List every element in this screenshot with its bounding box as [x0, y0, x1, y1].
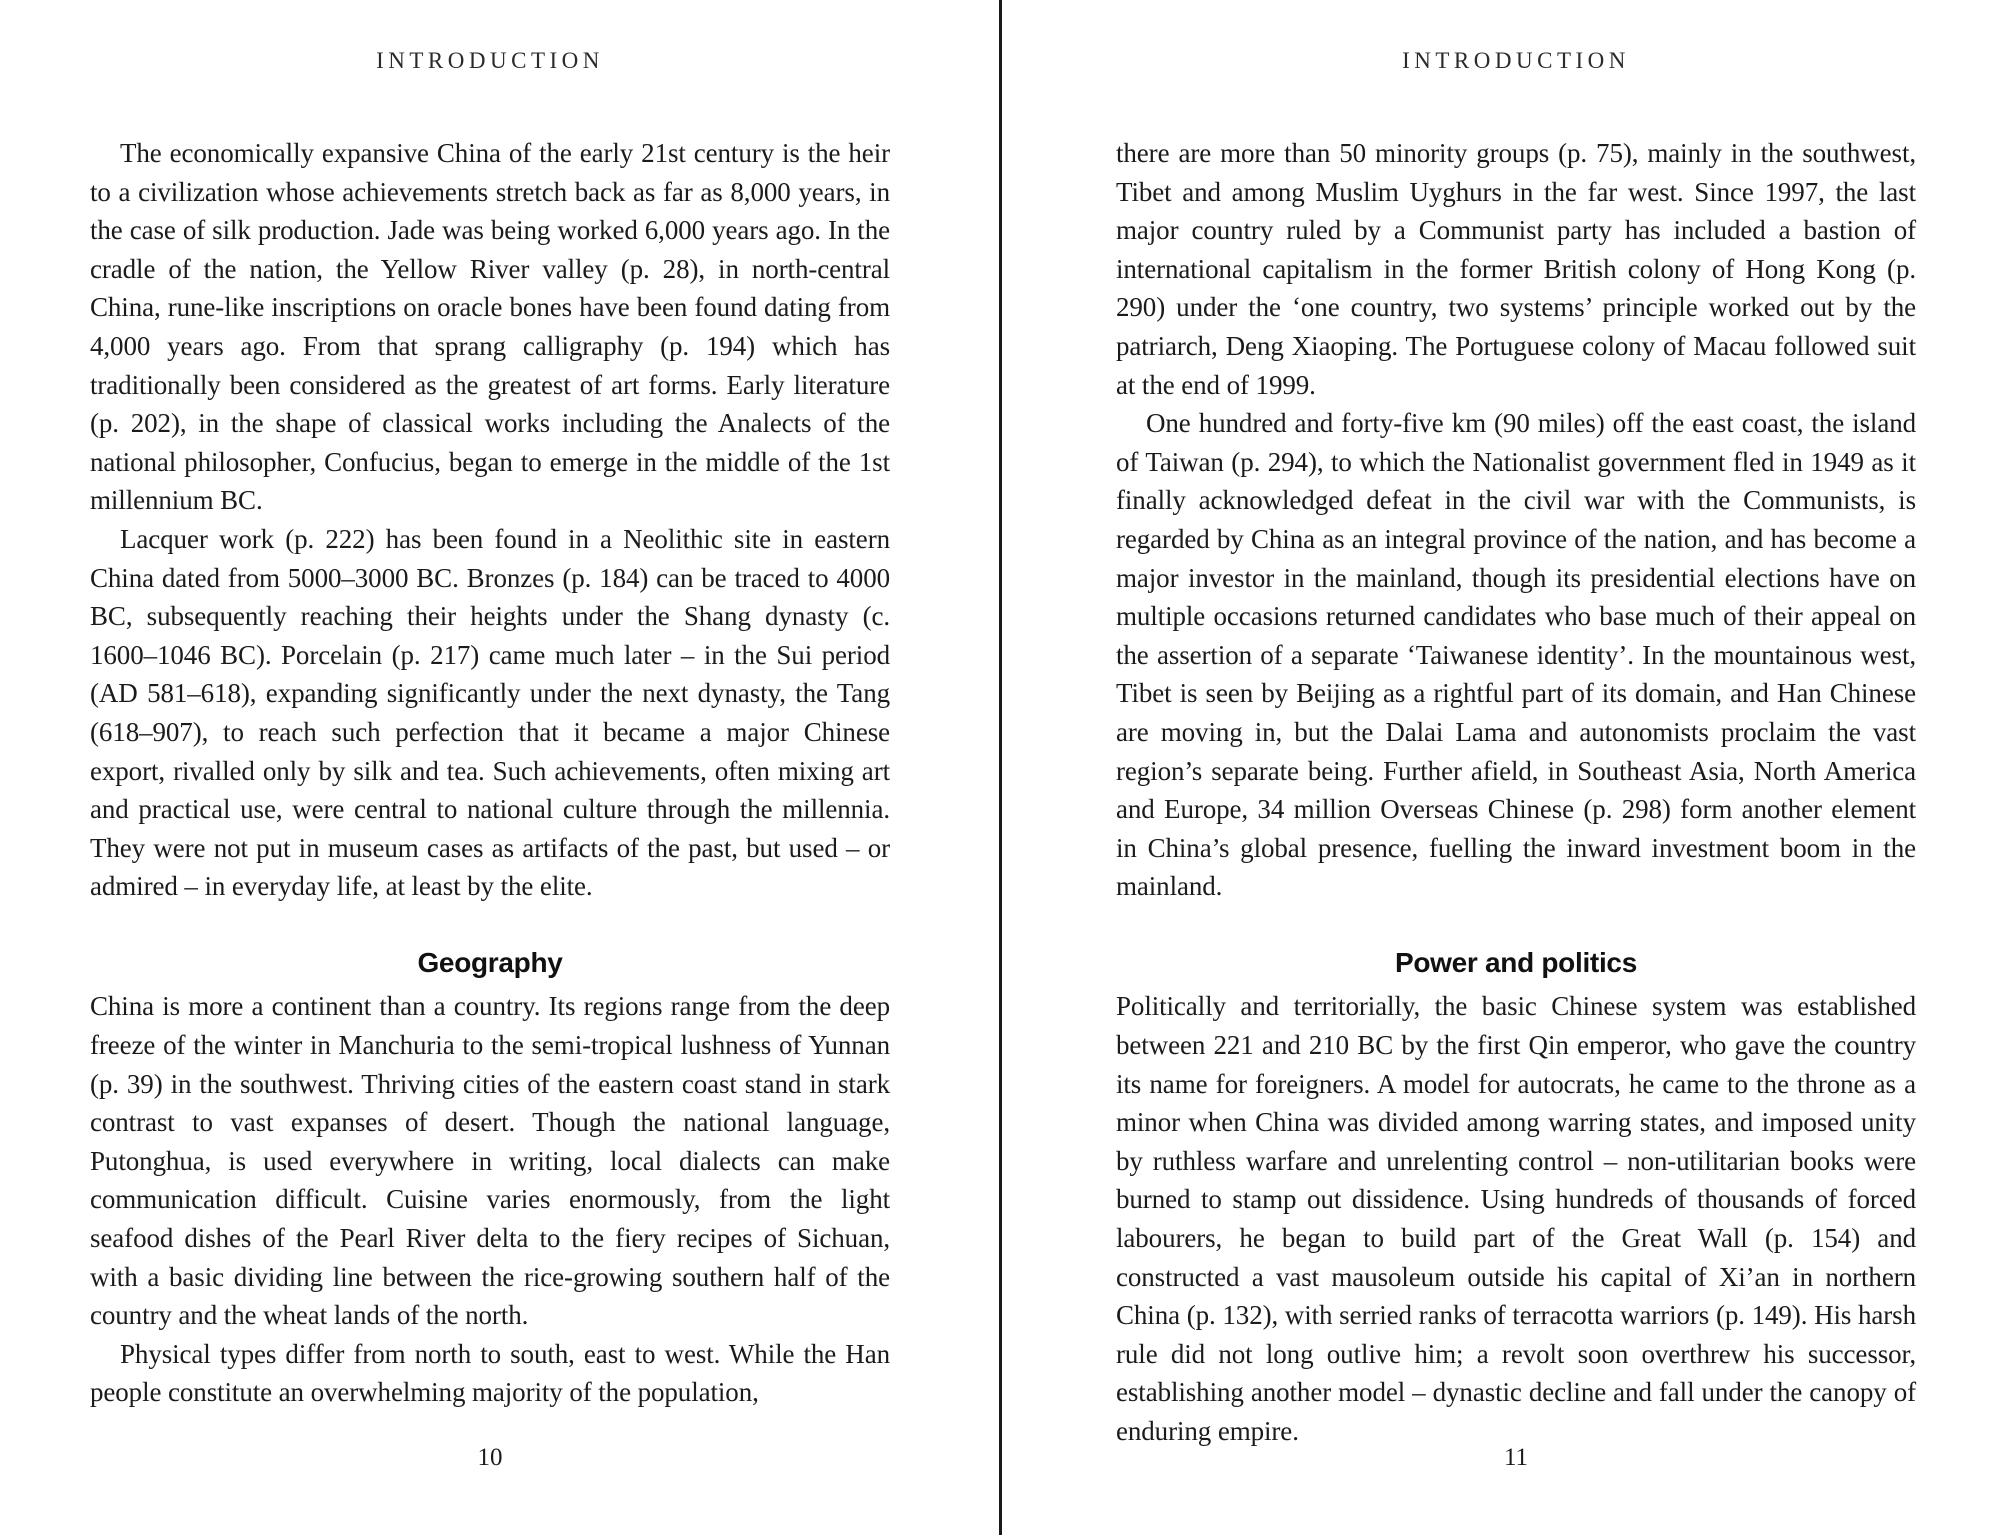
- paragraph-geography: China is more a continent than a country. Its regions range from the deep freeze of the winter in Manchuria to the semi-tropical lushness of Yunnan (p. 39) in the southwest. Thriving cities of the eastern coast stand in stark contrast to vast expanses of desert. Though the national language, Putonghua, is used everywhere in writing, local dialects can make communication difficult. Cuisine varies enormously, from the light seafood dishes of the Pearl River delta to the fiery recipes of Sichuan, with a basic dividing line between the rice-growing southern half of the country and the wheat lands of the north.: [90, 991, 890, 1331]
- section-heading-power-and-politics: Power and politics: [1395, 946, 1637, 978]
- paragraph-lacquer-porcelain: Lacquer work (p. 222) has been found in a Neolithic site in eastern China dated from 5000–3000 BC. Bronzes (p. 184) can be traced to 4000 BC, subsequently reaching their heights under the Shang dynasty (c. 1600–1046 BC). Porcelain (p. 217) came much later – in the Sui period (AD 581–618), expanding significantly under the next dynasty, the Tang (618–907), to reach such perfection that it became a major Chinese export, rivalled only by silk and tea. Such achievements, often mixing art and practical use, were central to national culture through the millennia. They were not put in museum cases as artifacts of the past, but used – or admired – in everyday life, at least by the elite.: [90, 523, 890, 902]
- page-number-right: 11: [1503, 1444, 1529, 1471]
- paragraph-history-achievements: The economically expansive China of the early 21st century is the heir to a civilization whose achievements stretch back as far as 8,000 years, in the case of silk production. Jade was being worked 6,000 years ago. In the cradle of the nation, the Yellow River valley (p. 28), in north-central China, rune-like inscriptions on oracle bones have been found dating from 4,000 years ago. From that sprang calligraphy (p. 194) which has traditionally been considered as the greatest of art forms. Early literature (p. 202), in the shape of classical works including the Analects of the national philosopher, Confucius, began to emerge in the middle of the 1st millennium BC.: [90, 138, 890, 516]
- paragraph-physical-types: Physical types differ from north to south, east to west. While the Han people constitute an overwhelming majority of the population,: [90, 1338, 890, 1408]
- left-text-column: [90, 134, 890, 1412]
- page-divider: [999, 0, 1002, 1535]
- paragraph-minorities-hongkong: there are more than 50 minority groups (p. 75), mainly in the southwest, Tibet and among Muslim Uyghurs in the far west. Since 1997, the last major country ruled by a Communist party has included a bastion of international capitalism in the former British colony of Hong Kong (p. 290) under the ‘one country, two systems’ principle worked out by the patriarch, Deng Xiaoping. The Portuguese colony of Macau followed suit at the end of 1999.: [1116, 138, 1916, 400]
- right-text-column: [1116, 134, 1916, 1451]
- section-heading-geography: Geography: [417, 946, 563, 978]
- running-header-left: INTRODUCTION: [376, 48, 604, 73]
- page-number-left: 10: [477, 1444, 503, 1471]
- running-header-right: INTRODUCTION: [1402, 48, 1630, 73]
- paragraph-taiwan-tibet: One hundred and forty-five km (90 miles) off the east coast, the island of Taiwan (p. 294), to which the Nationalist government fled in 1949 as it finally acknowledged defeat in the civil war with the Communists, is regarded by China as an integral province of the nation, and has become a major investor in the mainland, though its presidential elections have on multiple occasions returned candidates who base much of their appeal on the assertion of a separate ‘Taiwanese identity’. In the mountainous west, Tibet is seen by Beijing as a rightful part of its domain, and Han Chinese are moving in, but the Dalai Lama and autonomists proclaim the vast region’s separate being. Further afield, in Southeast Asia, North America and Europe, 34 million Overseas Chinese (p. 298) form another element in China’s global presence, fuelling the inward investment boom in the mainland.: [1116, 408, 1916, 902]
- paragraph-qin-emperor: Politically and territorially, the basic Chinese system was established between 221 and 210 BC by the first Qin emperor, who gave the country its name for foreigners. A model for autocrats, he came to the throne as a minor when China was divided among warring states, and imposed unity by ruthless warfare and unrelenting control – non-utilitarian books were burned to stamp out dissidence. Using hundreds of thousands of forced labourers, he began to build part of the Great Wall (p. 154) and constructed a vast mausoleum outside his capital of Xi’an in northern China (p. 132), with serried ranks of terracotta warriors (p. 149). His harsh rule did not long outlive him; a revolt soon overthrew his successor, establishing another model – dynastic decline and fall under the canopy of enduring empire.: [1116, 991, 1916, 1446]
- right-page: [1000, 0, 2000, 1535]
